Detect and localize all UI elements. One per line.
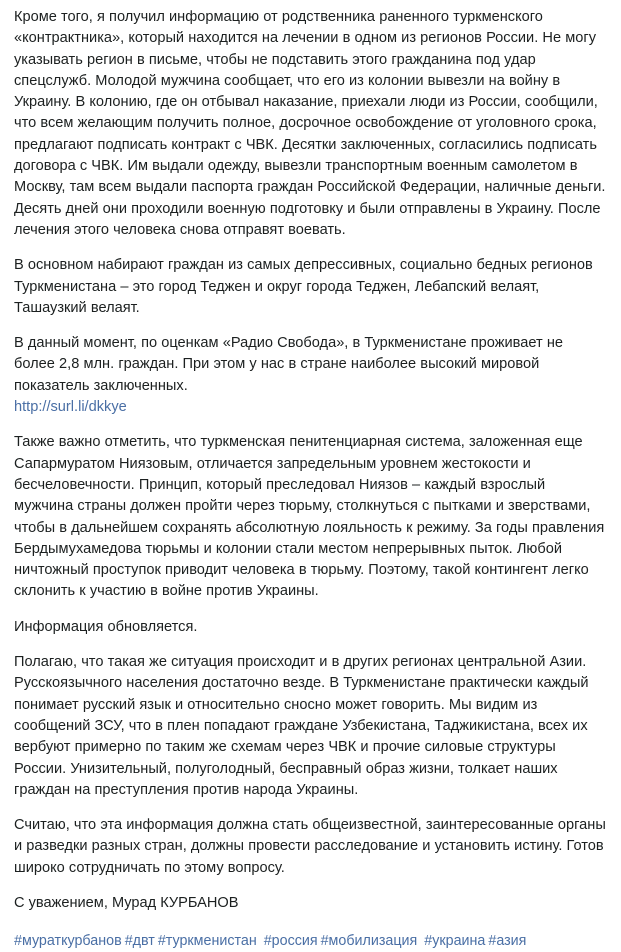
- paragraph-2: В основном набирают граждан из самых депрессивных, социально бедных регионов Туркменистана – это город Теджен и округ города Теджен, Лебапский велаят, Ташаузкий велаят.: [14, 257, 593, 316]
- paragraph-5: Информация обновляется.: [14, 618, 198, 635]
- hashtag-item[interactable]: #мобилизация: [320, 933, 418, 950]
- hashtag-item[interactable]: #двт: [124, 933, 155, 950]
- hashtag-list: [14, 931, 607, 952]
- paragraph-4: Также важно отметить, что туркменская пенитенциарная система, заложенная еще Сапармуратом Ниязовым, отличается запредельным уровнем жестокости и бесчеловечности. Принцип, который преследовал Ниязов – каждый взрослый мужчина страны должен пройти через тюрьму, столкнуться с пытками и зверствами, чтобы в дальнейшем сохранять абсолютную лояльность к режиму. За годы правления Бердымухамедова тюрьмы и колонии стали местом непрерывных пыток. Любой ничтожный проступок приводит человека в тюрьму. Поэтому, такой контингент легко склонить к участию в войне против Украины.: [14, 434, 605, 600]
- hashtag-item[interactable]: #россия: [263, 933, 318, 950]
- hashtag-item[interactable]: #мураткурбанов: [14, 933, 122, 950]
- paragraph-6: Полагаю, что такая же ситуация происходит и в других регионах центральной Азии. Русскоязычного населения достаточно везде. В Туркменистане практически каждый понимает русский язык и относительно сносно может говорить. Мы видим из сообщений ЗСУ, что в плен попадают граждане Узбекистана, Таджикистана, всех их вербуют примерно по таким же схемам через ЧВК и прочие силовые структуры России. Унизительный, полуголодный, бесправный образ жизни, толкает наших граждан на преступления против народа Украины.: [14, 654, 589, 798]
- external-link-line: [14, 397, 607, 418]
- paragraph-3: В данный момент, по оценкам «Радио Свобода», в Туркменистане проживает не более 2,8 млн. граждан. При этом у нас в стране наиболее высокий мировой показатель заключенных.: [14, 335, 564, 394]
- external-link[interactable]: http://surl.li/dkkye: [14, 399, 127, 416]
- hashtag-item[interactable]: #украина: [424, 933, 486, 950]
- signature-line: С уважением, Мурад КУРБАНОВ: [14, 894, 239, 911]
- hashtag-item[interactable]: #азия: [488, 933, 527, 950]
- paragraph-1: Кроме того, я получил информацию от родственника раненного туркменского «контрактника», который находится на лечении в одном из регионов России. Не могу указывать регион в письме, чтобы не подставить этого гражданина под удар спецслужб. Молодой мужчина сообщает, что его из колонии вывезли на войну в Украину. В колонию, где он отбывал наказание, приехали люди из России, сообщили, что всем желающим получить полное, досрочное освобождение от уголовного срока, предлагают подписать контракт с ЧВК. Десятки заключенных, согласились подписать договора с ЧВК. Им выдали одежду, вывезли транспортным военным самолетом в Москву, там всем выдали паспорта граждан Российской Федерации, наличные деньги. Десять дней они проходили военную подготовку и были отправлены в Украину. После лечения этого человека снова отправят воевать.: [14, 9, 606, 238]
- paragraph-7: Считаю, что эта информация должна стать общеизвестной, заинтересованные органы и разведки разных стран, должны провести расследование и установить истину. Готов широко сотрудничать по этому вопросу.: [14, 817, 606, 876]
- hashtag-item[interactable]: #туркменистан: [157, 933, 257, 950]
